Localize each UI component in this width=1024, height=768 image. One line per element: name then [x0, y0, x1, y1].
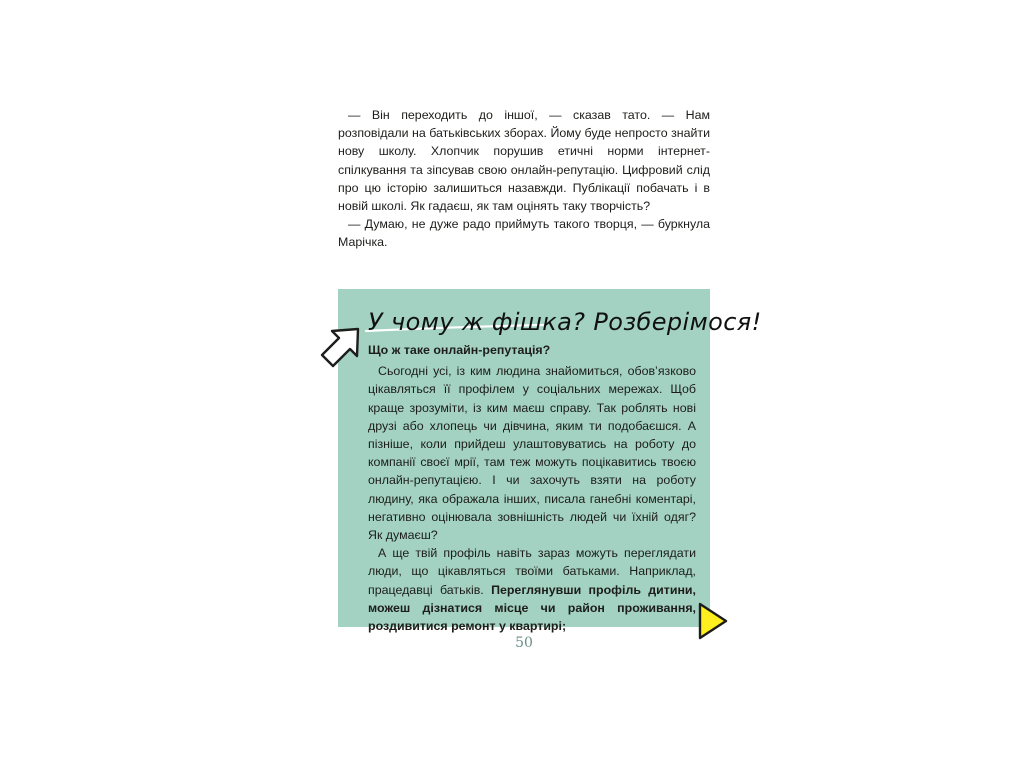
- box-paragraph-2: [368, 544, 696, 635]
- box-title: У чому ж фішка? Розберімося!: [368, 308, 762, 336]
- box-paragraph-1: Сьогодні усі, із ким людина знайомиться, обов’язково цікавляться її профілем у соціальних мережах. Щоб краще зрозуміти, із ким маєш справу. Так роблять нові друзі або хлопець чи дівчина, яким ти подобаєшся. А пізніше, коли прийдеш улаштовуватись на роботу до компанії своєї мрії, там теж можуть поцікавитись твоєю онлайн-репутацією. І чи захочуть взяти на роботу людину, яка ображала інших, писала ганебні коментарі, негативно оцінювала зовнішність людей чи їхній одяг? Як думаєш?: [368, 364, 696, 543]
- next-page-triangle-icon[interactable]: [697, 601, 729, 641]
- box-paragraph-2-text: А ще твій профіль навіть зараз можуть переглядати люди, що цікавляться твоїми батьками. Наприклад, працедавці батьків.: [368, 546, 696, 597]
- story-text: [338, 106, 710, 252]
- story-paragraph-1: — Він переходить до іншої, — сказав тато. — Нам розповідали на батьківських зборах. Йому буде непросто знайти нову школу. Хлопчик порушив етичні норми інтернет-спілкування та зіпсував свою онлайн-репутацію. Цифровий слід про цю історію залишиться назавжди. Публікації побачать і в новій школі. Як гадаєш, як там оцінять таку творчість?: [338, 108, 710, 214]
- box-paragraph-2-bold: Переглянувши профіль дитини, можеш дізнатися місце чи район проживання, роздивитися ремонт у квартирі;: [368, 582, 696, 634]
- box-body: [368, 341, 696, 635]
- hand-drawn-arrow-icon: [318, 325, 364, 371]
- story-paragraph-2: — Думаю, не дуже радо приймуть такого творця, — буркнула Марічка.: [338, 217, 710, 250]
- box-question: Що ж таке онлайн-репутація?: [368, 343, 551, 357]
- info-box: [338, 289, 762, 634]
- page-number: 50: [515, 635, 533, 651]
